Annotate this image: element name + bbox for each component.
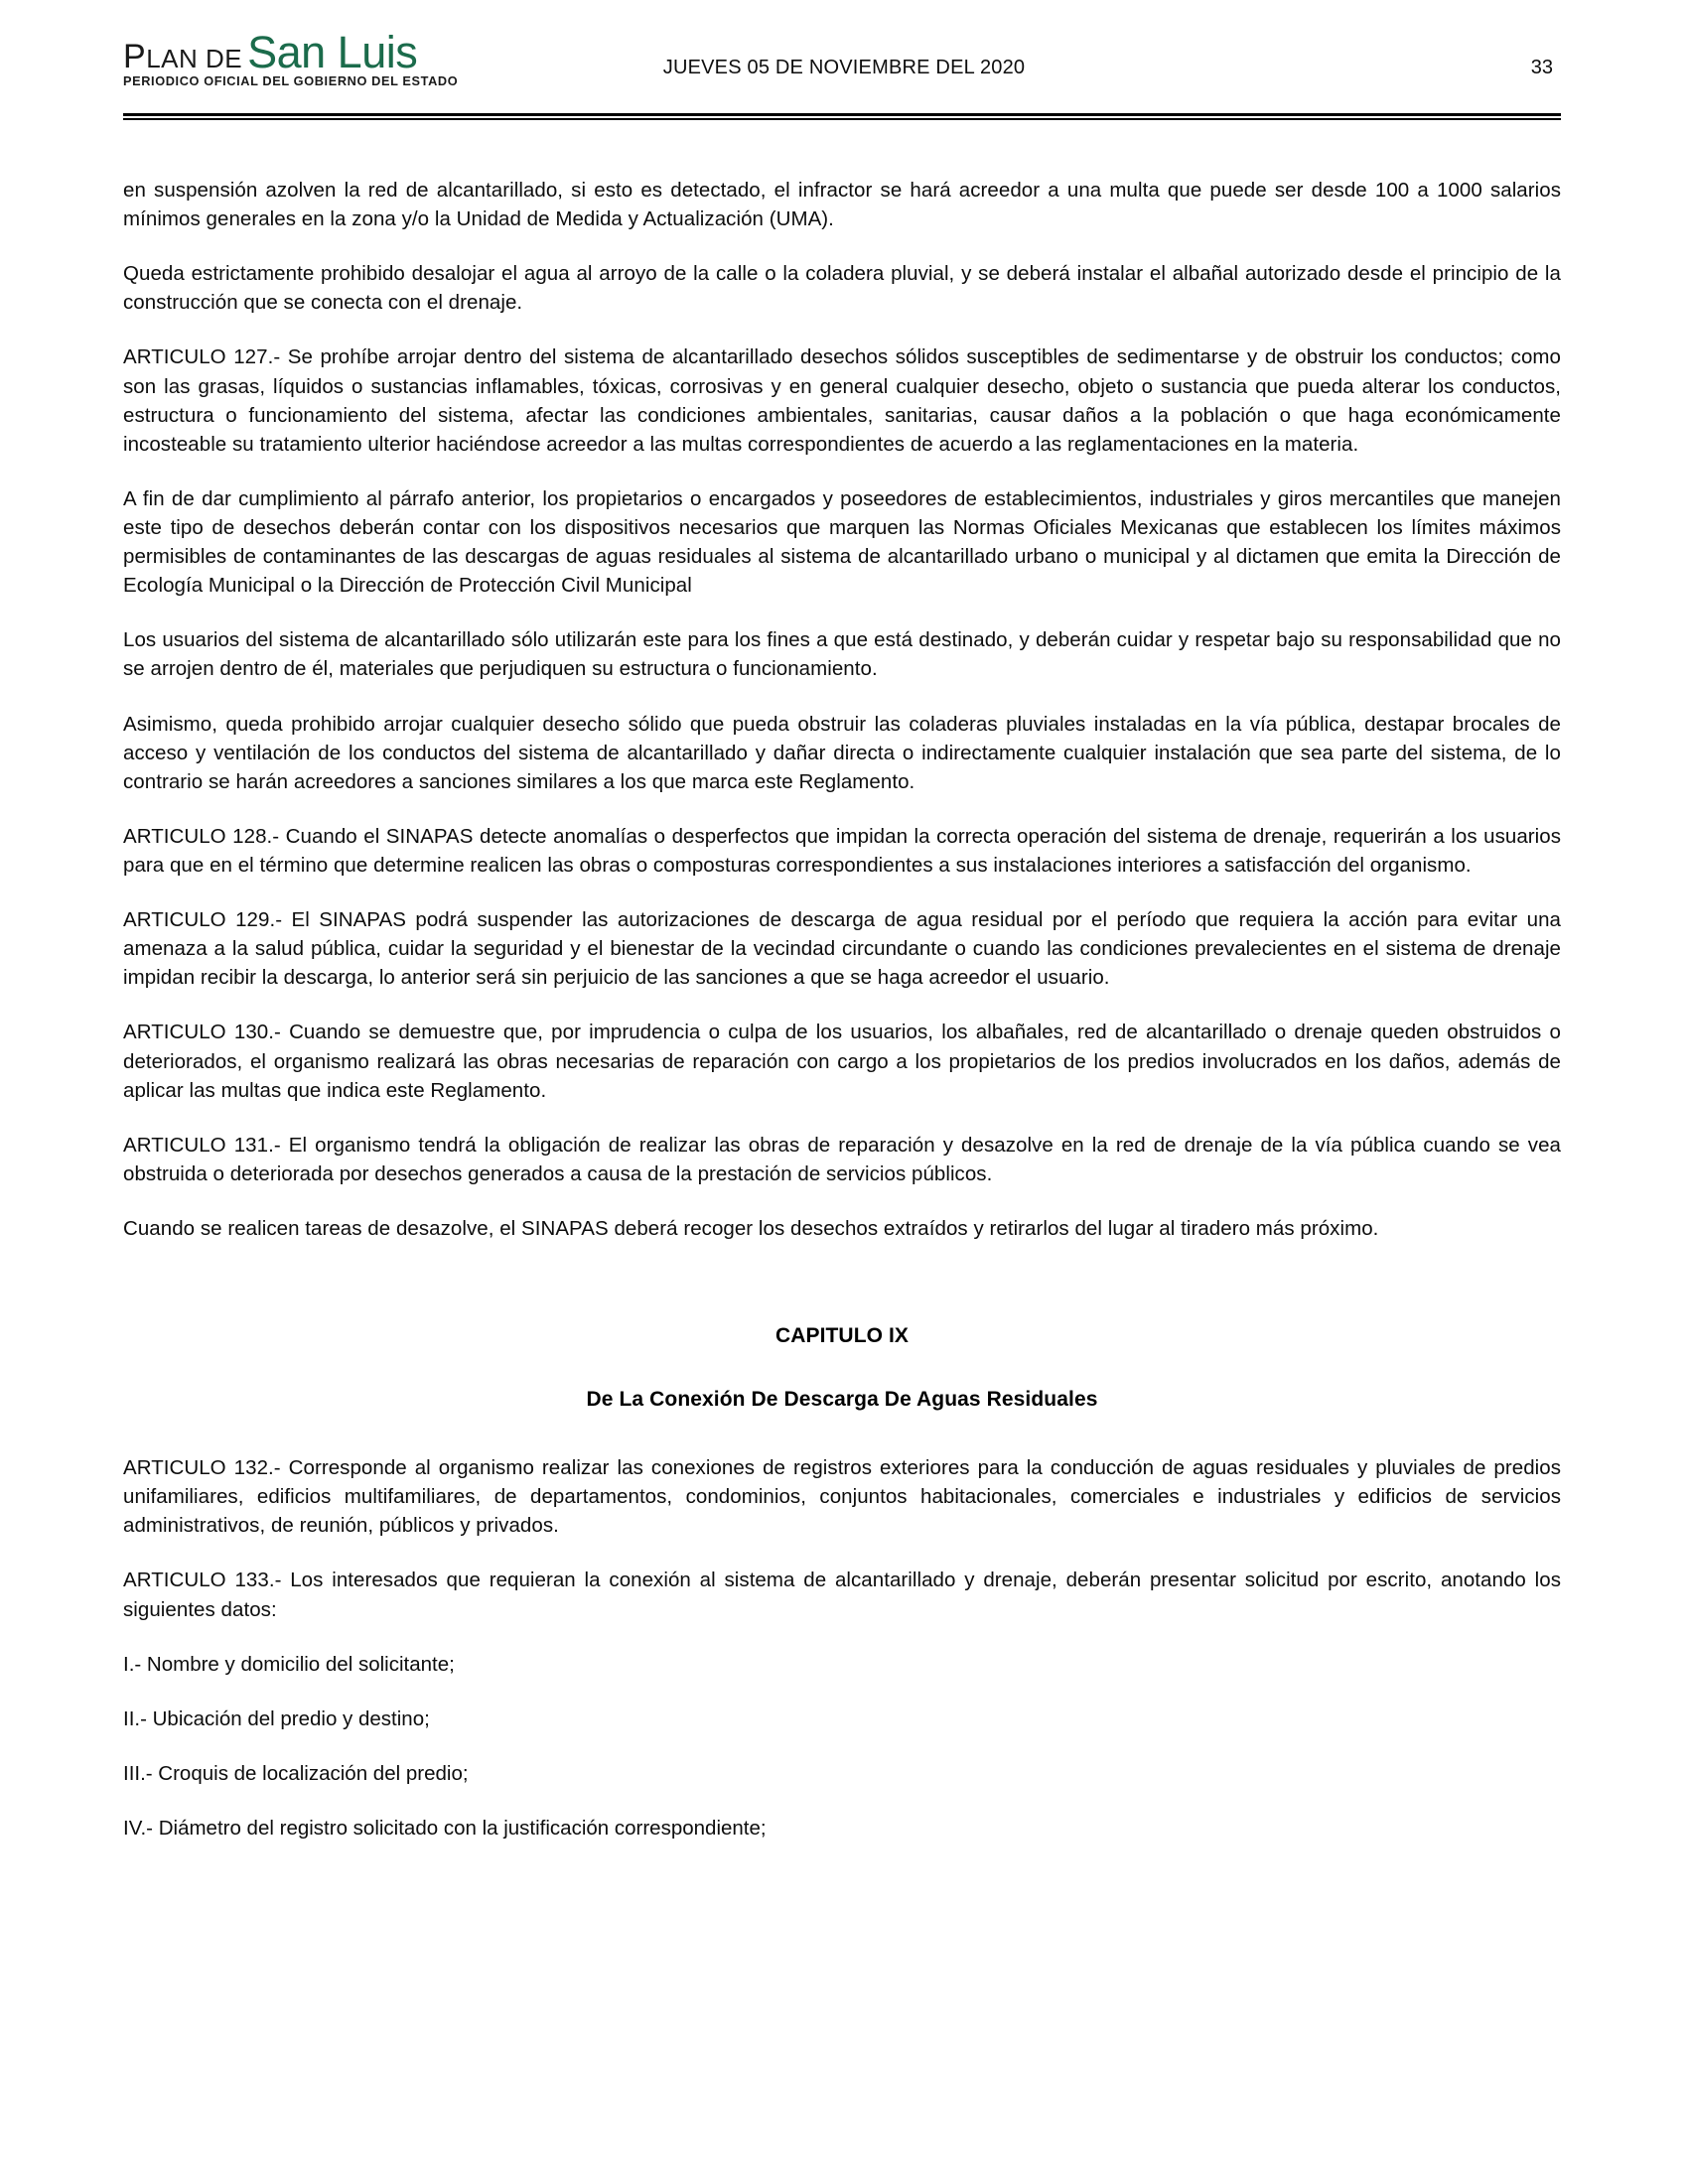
logo-subtitle: PERIODICO OFICIAL DEL GOBIERNO DEL ESTADO — [123, 73, 459, 88]
article-132-paragraph: ARTICULO 132.- Corresponde al organismo realizar las conexiones de registros exteriores para la conducción de aguas residuales y pluviales de predios unifamiliares, edificios multifamiliares, de departamentos, condominios, conjuntos habitacionales, comerciales e industriales y edificios de servicios administrativos, de reunión, públicos y privados. — [123, 1456, 1561, 1538]
body-paragraph: Los usuarios del sistema de alcantarillado sólo utilizarán este para los fines a que está destinado, y deberán cuidar y respetar bajo su responsabilidad que no se arrojen dentro de él, materiales que perjudiquen su estructura o funcionamiento. — [123, 628, 1561, 681]
chapter-title: CAPITULO IX — [774, 1324, 910, 1348]
publication-logo — [123, 26, 471, 88]
requirements-list — [123, 1650, 1561, 1843]
header-divider — [123, 107, 1561, 120]
list-item: IV.- Diámetro del registro solicitado con la justificación correspondiente; — [123, 1816, 767, 1840]
article-128-paragraph: ARTICULO 128.- Cuando el SINAPAS detecte anomalías o desperfectos que impidan la correcta operación del sistema de drenaje, requerirán a los usuarios para que en el término que determine realicen las obras o composturas correspondientes a sus instalaciones interiores a satisfacción del organismo. — [123, 824, 1561, 877]
body-paragraph: Queda estrictamente prohibido desalojar el agua al arroyo de la calle o la coladera pluvial, y se deberá instalar el albañal autorizado desde el principio de la construcción que se conecta con el drenaje. — [123, 262, 1561, 315]
logo-plan-rest: LAN DE — [146, 43, 243, 73]
list-item: III.- Croquis de localización del predio; — [123, 1761, 469, 1785]
page-header — [0, 0, 1688, 107]
body-paragraph: Cuando se realicen tareas de desazolve, el SINAPAS deberá recoger los desechos extraídos y retirarlos del lugar al tiradero más próximo. — [123, 1216, 1379, 1240]
article-131-paragraph: ARTICULO 131.- El organismo tendrá la obligación de realizar las obras de reparación y desazolve en la red de drenaje de la vía pública cuando se vea obstruida o deteriorada por desechos generados a causa de la prestación de servicios públicos. — [123, 1133, 1561, 1185]
body-paragraph: Asimismo, queda prohibido arrojar cualquier desecho sólido que pueda obstruir las coladeras pluviales instaladas en la vía pública, destapar brocales de acceso y ventilación de los conductos del sistema de alcantarillado y dañar directa o indirectamente cualquier instalación que sea parte del sistema, de lo contrario se harán acreedores a sanciones similares a los que marca este Reglamento. — [123, 712, 1561, 793]
body-paragraph: A fin de dar cumplimiento al párrafo anterior, los propietarios o encargados y poseedores de establecimientos, industriales y giros mercantiles que manejen este tipo de desechos deberán contar con los dispositivos necesarios que marquen las Normas Oficiales Mexicanas que establecen los límites máximos permisibles de contaminantes de las descargas de aguas residuales al sistema de alcantarillado urbano o municipal y al dictamen que emita la Dirección de Ecología Municipal o la Dirección de Protección Civil Municipal — [123, 486, 1561, 598]
chapter-subtitle: De La Conexión De Descarga De Aguas Residuales — [586, 1388, 1098, 1412]
body-paragraph: en suspensión azolven la red de alcantarillado, si esto es detectado, el infractor se hará acreedor a una multa que puede ser desde 100 a 1000 salarios mínimos generales en la zona y/o la Unidad de Medida y Actualización (UMA). — [123, 179, 1561, 231]
article-133-paragraph: ARTICULO 133.- Los interesados que requieran la conexión al sistema de alcantarillado y drenaje, deberán presentar solicitud por escrito, anotando los siguientes datos: — [123, 1569, 1561, 1621]
logo-plan-initial: P — [123, 37, 147, 75]
page-number: 33 — [1530, 57, 1553, 78]
list-item: I.- Nombre y domicilio del solicitante; — [123, 1652, 455, 1676]
logo-san-luis-text: San Luis — [247, 26, 418, 77]
list-item: II.- Ubicación del predio y destino; — [123, 1706, 430, 1730]
article-130-paragraph: ARTICULO 130.- Cuando se demuestre que, por imprudencia o culpa de los usuarios, los albañales, red de alcantarillado o drenaje queden obstruidos o deteriorados, el organismo realizará las obras necesarias de reparación con cargo a los propietarios de los predios involucrados en los daños, además de aplicar las multas que indica este Reglamento. — [123, 1021, 1561, 1102]
logo-plan-de-text — [123, 37, 243, 75]
logo-wordmark — [123, 26, 471, 77]
article-129-paragraph: ARTICULO 129.- El SINAPAS podrá suspender las autorizaciones de descarga de agua residual por el período que requiera la acción para evitar una amenaza a la salud pública, cuidar la seguridad y el bienestar de la vecindad circundante o cuando las condiciones prevalecientes en el sistema de drenaje impidan recibir la descarga, lo anterior será sin perjuicio de las sanciones a que se haga acreedor el usuario. — [123, 908, 1561, 990]
document-body — [0, 120, 1688, 1843]
section-spacer — [123, 1269, 1561, 1324]
header-date: JUEVES 05 DE NOVIEMBRE DEL 2020 — [662, 57, 1026, 78]
article-127-paragraph: ARTICULO 127.- Se prohíbe arrojar dentro del sistema de alcantarillado desechos sólidos susceptibles de sedimentarse y de obstruir los conductos; como son las grasas, líquidos o sustancias inflamables, tóxicas, corrosivas y en general cualquier desecho, objeto o sustancia que pueda alterar los conductos, estructura o funcionamiento del sistema, afectar las condiciones ambientales, sanitarias, causar daños a la población o que haga económicamente incosteable su tratamiento ulterior haciéndose acreedor a las multas correspondientes de acuerdo a las reglamentaciones en la materia. — [123, 345, 1561, 456]
